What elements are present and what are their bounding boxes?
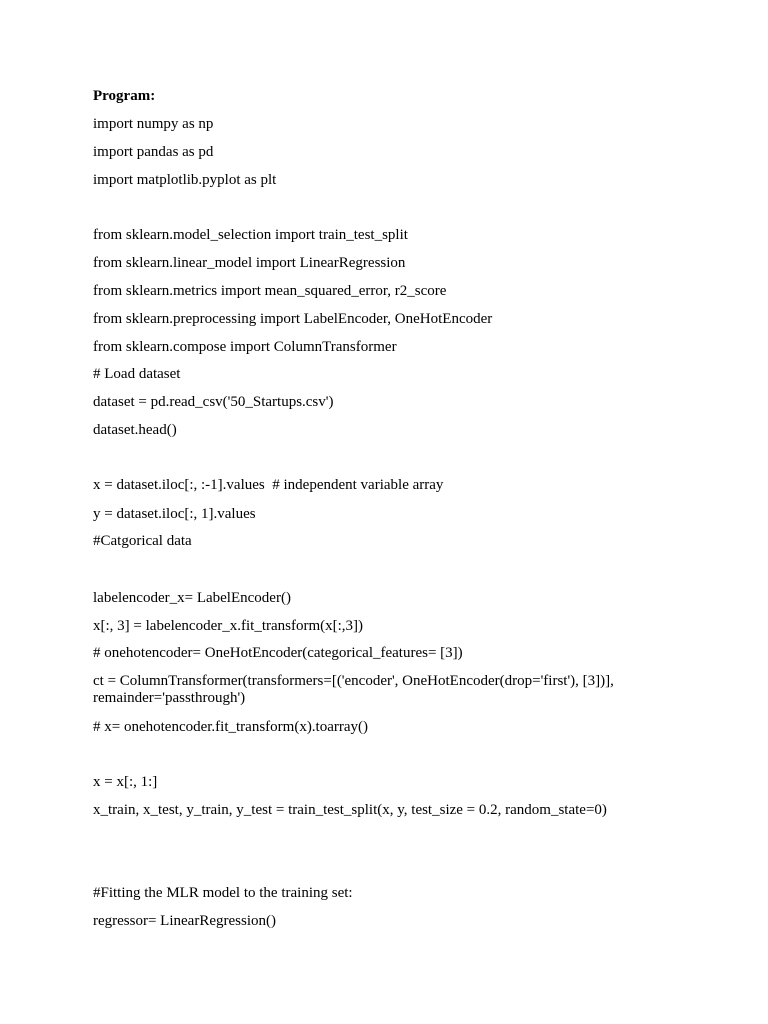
code-line-import-linear-regression: from sklearn.linear_model import LinearRegression — [93, 255, 406, 271]
code-line-import-preprocessing: from sklearn.preprocessing import LabelEncoder, OneHotEncoder — [93, 311, 493, 327]
code-line-import-numpy: import numpy as np — [93, 116, 214, 132]
code-line-y-assignment: y = dataset.iloc[:, 1].values — [93, 506, 256, 522]
program-heading: Program: — [93, 88, 156, 104]
code-line-x-assignment: x = dataset.iloc[:, :-1].values # independent variable array — [93, 477, 444, 493]
code-line-import-pandas: import pandas as pd — [93, 144, 214, 160]
code-line-import-train-test-split: from sklearn.model_selection import train_test_split — [93, 227, 408, 243]
code-line-column-transformer: ct = ColumnTransformer(transformers=[('encoder', OneHotEncoder(drop='first'), [3])], remainder='passthrough') — [93, 673, 614, 706]
code-line-label-encoder: labelencoder_x= LabelEncoder() — [93, 590, 291, 606]
code-line-read-csv: dataset = pd.read_csv('50_Startups.csv') — [93, 394, 334, 410]
code-line-regressor: regressor= LinearRegression() — [93, 913, 276, 929]
code-comment-onehotencoder: # onehotencoder= OneHotEncoder(categorical_features= [3]) — [93, 645, 463, 661]
code-line-import-matplotlib: import matplotlib.pyplot as plt — [93, 172, 277, 188]
code-line-import-column-transformer: from sklearn.compose import ColumnTransformer — [93, 339, 397, 355]
code-line-import-metrics: from sklearn.metrics import mean_squared_error, r2_score — [93, 283, 447, 299]
code-line-x-slice: x = x[:, 1:] — [93, 774, 158, 790]
code-comment-onehot-toarray: # x= onehotencoder.fit_transform(x).toarray() — [93, 719, 369, 735]
code-comment-categorical-data: #Catgorical data — [93, 533, 192, 549]
code-line-train-test-split: x_train, x_test, y_train, y_test = train_test_split(x, y, test_size = 0.2, random_state=0) — [93, 802, 607, 818]
code-line-fit-transform: x[:, 3] = labelencoder_x.fit_transform(x[:,3]) — [93, 618, 364, 634]
code-line-dataset-head: dataset.head() — [93, 422, 177, 438]
code-comment-fitting-mlr: #Fitting the MLR model to the training set: — [93, 885, 353, 901]
code-comment-load-dataset: # Load dataset — [93, 366, 181, 382]
